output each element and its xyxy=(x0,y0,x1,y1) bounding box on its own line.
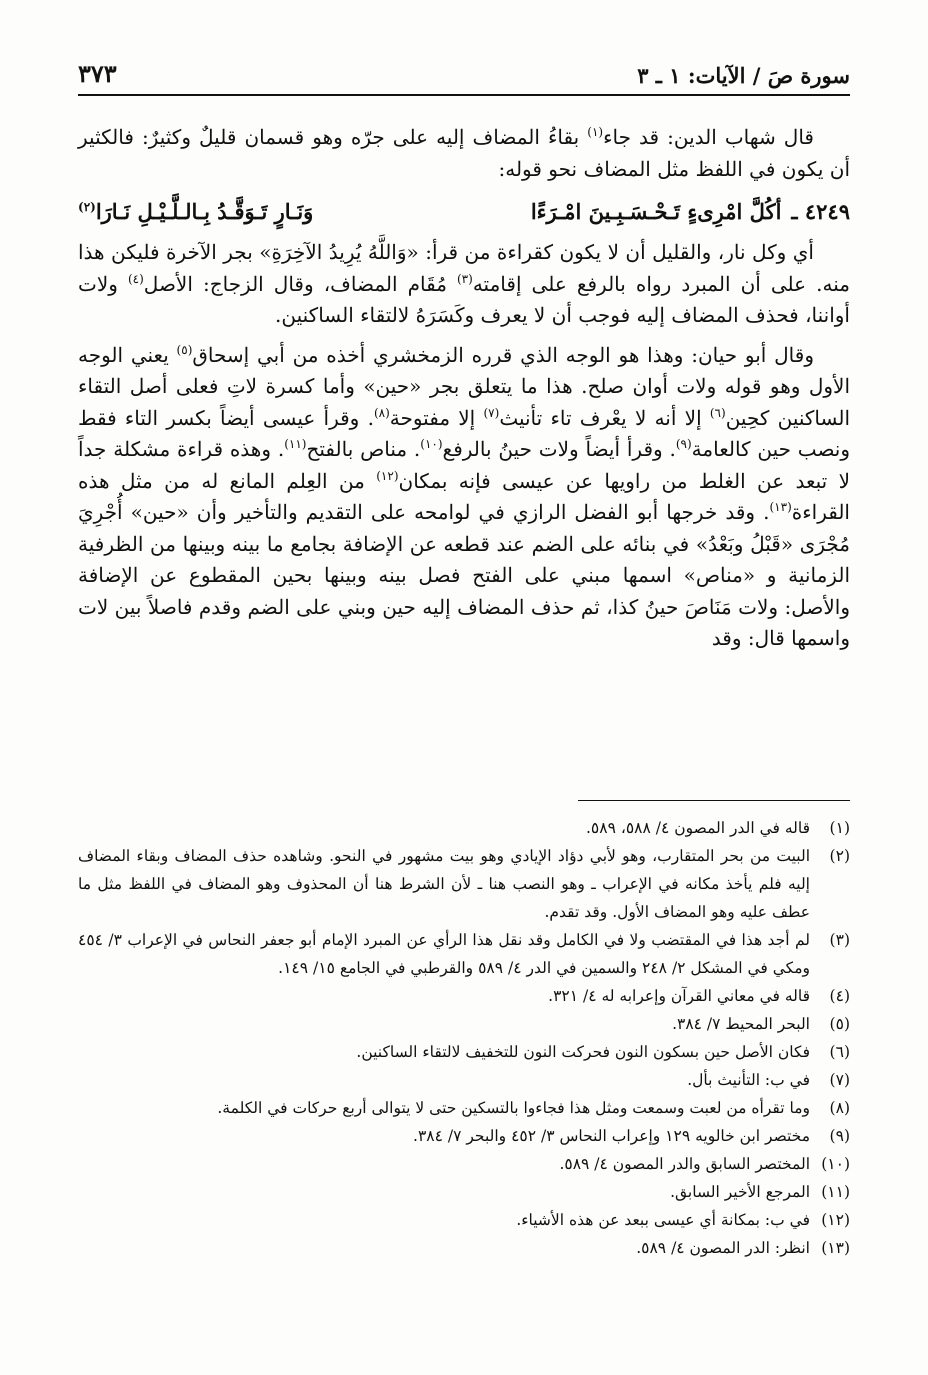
footnote-item xyxy=(78,1150,850,1178)
footnote-number: (١١) xyxy=(821,1183,850,1201)
footnote-text: لم أجد هذا في المقتضب ولا في الكامل وقد نقل هذا الرأي عن المبرد الإمام أبو جعفر النحاس في الإعراب ٣/ ٤٥٤ ومكي في المشكل ٢/ ٢٤٨ والسمين في الدر ٤/ ٥٨٩ والقرطبي في الجامع ١٥/ ١٤٩. xyxy=(78,931,810,977)
footnote-ref-7: (٧) xyxy=(483,405,500,420)
footnote-text: مختصر ابن خالويه ١٢٩ وإعراب النحاس ٣/ ٤٥٢ والبحر ٧/ ٣٨٤. xyxy=(413,1127,810,1145)
footnote-item xyxy=(78,982,850,1010)
footnote-text: البحر المحيط ٧/ ٣٨٤. xyxy=(672,1015,810,1033)
footnote-item xyxy=(78,1066,850,1094)
paragraph-3-text-j: . وقد خرجها أبو الفضل الرازي في لوامحه على التقديم والتأخير وأن «حين» أُجْرِيَ مُجْرَى «قَبْلُ وبَعْدُ» في بنائه على الضم عند قطعه عن الإضافة بجامع ما بينه وبينها من الظرفية الزمانية و «مناص» اسمها مبني على الفتح فصل بينه وبينها بحين المقطوع عن الإضافة والأصل: ولات مَنَاصَ حينُ كذا، ثم حذف المضاف إليه حين وبني على الضم وقدم فاصلاً بين لات واسمها قال: وقد xyxy=(78,500,850,650)
footnote-item xyxy=(78,1122,850,1150)
footnote-item xyxy=(78,1038,850,1066)
footnote-text: قاله في الدر المصون ٤/ ٥٨٨، ٥٨٩. xyxy=(585,819,810,837)
footnote-number: (٦) xyxy=(829,1043,850,1061)
footnote-ref-8: (٨) xyxy=(373,405,390,420)
footnote-text: وما تقرأه من لعبت وسمعت ومثل هذا فجاءوا بالتسكين حتى لا يتوالى أربع حركات في الكلمة. xyxy=(217,1099,810,1117)
paragraph-3-text-g: . مناص بالفتح xyxy=(306,437,421,461)
paragraph-3-text-i: من العِلم المانع له من مثل هذه القراءة xyxy=(78,468,850,524)
footnote-item xyxy=(78,1206,850,1234)
verse-first-hemistich: أكُلَّ امْرِىءٍ تَـحْـسَـبِـينَ امْـرَءًا xyxy=(530,199,782,224)
footnote-text: في ب: بمكانة أي عيسى ببعد عن هذه الأشياء. xyxy=(516,1211,810,1229)
footnote-item xyxy=(78,926,850,982)
footnote-text: فكان الأصل حين بسكون النون فحركت النون للتخفيف لالتقاء الساكنين. xyxy=(356,1043,810,1061)
paragraph-2-text-b: مُقَام المضاف، وقال الزجاج: الأصل xyxy=(143,271,457,296)
verse-second-hemistich xyxy=(78,193,430,231)
footnote-text: المرجع الأخير السابق. xyxy=(670,1183,810,1201)
footnote-number: (٣) xyxy=(829,931,850,949)
footnote-number: (٨) xyxy=(829,1099,850,1117)
footnote-ref-5: (٥) xyxy=(176,342,193,357)
paragraph-3-text-e: . وقرأ عيسى أيضاً بكسر التاء فقط ونصب حين كالعامة xyxy=(78,405,851,461)
footnote-text: المختصر السابق والدر المصون ٤/ ٥٨٩. xyxy=(559,1155,810,1173)
footnote-ref-1: (١) xyxy=(587,125,604,139)
footnote-ref-9: (٩) xyxy=(675,437,692,451)
footnote-item xyxy=(78,1094,850,1122)
footnote-ref-12: (١٢) xyxy=(376,468,399,483)
footnote-number: (٥) xyxy=(829,1015,850,1033)
footnote-ref-2: (٢) xyxy=(78,200,96,214)
footnote-item xyxy=(78,842,850,926)
footnote-text: قاله في معاني القرآن وإعرابه له ٤/ ٣٢١. xyxy=(548,987,810,1005)
paragraph-3-text-h: . وهذه قراءة مشكلة جداً لا تبعد عن الغلط من راويها عن عيسى فإنه بمكان xyxy=(78,437,850,493)
footnote-ref-4: (٤) xyxy=(127,271,144,286)
paragraph-1-text-b: بقاءُ المضاف إليه على جرّه وهو قسمان قليلٌ وكثيرٌ: فالكثير أن يكون في اللفظ مثل المضاف نحو قوله: xyxy=(78,125,850,181)
footnote-separator xyxy=(578,800,850,801)
paragraph-3-text-a: وقال أبو حيان: وهذا هو الوجه الذي قرره الزمخشري أخذه من أبي إسحاق xyxy=(192,342,814,367)
footnote-ref-11: (١١) xyxy=(284,437,307,451)
footnote-number: (١٢) xyxy=(821,1211,850,1229)
verse-second-hemistich-text: وَنَـارٍ تَـوَقَّـدُ بِـالـلَّـيْـلِ نَـارَا xyxy=(95,199,314,224)
footnote-item xyxy=(78,1234,850,1262)
paragraph-3-text-c: إلا أنه لا يعْرف تاء تأنيث xyxy=(499,405,710,430)
paragraph-2-text-a: أي وكل نار، والقليل أن لا يكون كقراءة من قرأ: «وَاللَّهُ يُرِيدُ الآخِرَةِ» بجر الآخرة فليكن هذا منه. على أن المبرد رواه بالرفع على إقامته xyxy=(78,240,850,296)
footnote-text: في ب: التأنيث بأل. xyxy=(687,1071,810,1089)
footnote-number: (١٣) xyxy=(821,1239,850,1257)
footnote-number: (١٠) xyxy=(821,1155,850,1173)
footnote-ref-3: (٣) xyxy=(456,271,473,286)
paragraph-3-text-d: إلا مفتوحة xyxy=(389,405,484,430)
paragraph-3-text-b: يعني الوجه الأول وهو قوله ولات أوان صلح. هذا ما يتعلق بجر «حين» وأما كسرة لاتِ فعلى أصل التقاء الساكنين كحِين xyxy=(78,342,851,430)
paragraph-1-text-a: قال شهاب الدين: قد جاء xyxy=(603,125,814,149)
verse-number: ٤٢٤٩ ـ xyxy=(791,199,850,224)
footnote-number: (٧) xyxy=(829,1071,850,1089)
footnote-text: انظر: الدر المصون ٤/ ٥٨٩. xyxy=(636,1239,810,1257)
poetry-verse xyxy=(78,193,850,231)
surah-title: سورة صَ / الآيات: ١ ـ ٣ xyxy=(637,63,850,88)
paragraph-1 xyxy=(78,122,850,185)
footnote-item xyxy=(78,1010,850,1038)
footnotes xyxy=(78,814,850,1262)
footnote-number: (٩) xyxy=(829,1127,850,1145)
footnote-number: (١) xyxy=(829,819,850,837)
footnote-item xyxy=(78,814,850,842)
footnote-ref-10: (١٠) xyxy=(420,437,443,451)
page-number: ٣٧٣ xyxy=(78,59,117,88)
footnote-ref-13: (١٣) xyxy=(769,500,792,514)
footnote-number: (٢) xyxy=(829,847,850,865)
page-header xyxy=(78,44,850,96)
paragraph-2-text-c: ولات أواننا، فحذف المضاف إليه فوجب أن لا يعرف وكَسَرَهُ لالتقاء الساكنين. xyxy=(78,271,850,327)
footnote-number: (٤) xyxy=(829,987,850,1005)
footnote-ref-6: (٦) xyxy=(709,405,726,420)
main-text xyxy=(78,122,850,663)
footnote-text: البيت من بحر المتقارب، وهو لأبي دؤاد الإيادي وهو بيت مشهور في النحو. وشاهده حذف المضاف وبقاء المضاف إليه فلم يأخذ مكانه في الإعراب ـ وهو النصب هنا ـ لأن الشرط هنا أن المحذوف وهو المضاف في اللفظ مثل ما عطف عليه وهو المضاف الأول. وقد تقدم. xyxy=(78,847,810,921)
paragraph-3-text-f: . وقرأ أيضاً ولات حينُ بالرفع xyxy=(442,437,676,461)
paragraph-2 xyxy=(78,237,850,332)
paragraph-3 xyxy=(78,340,850,655)
footnote-item xyxy=(78,1178,850,1206)
